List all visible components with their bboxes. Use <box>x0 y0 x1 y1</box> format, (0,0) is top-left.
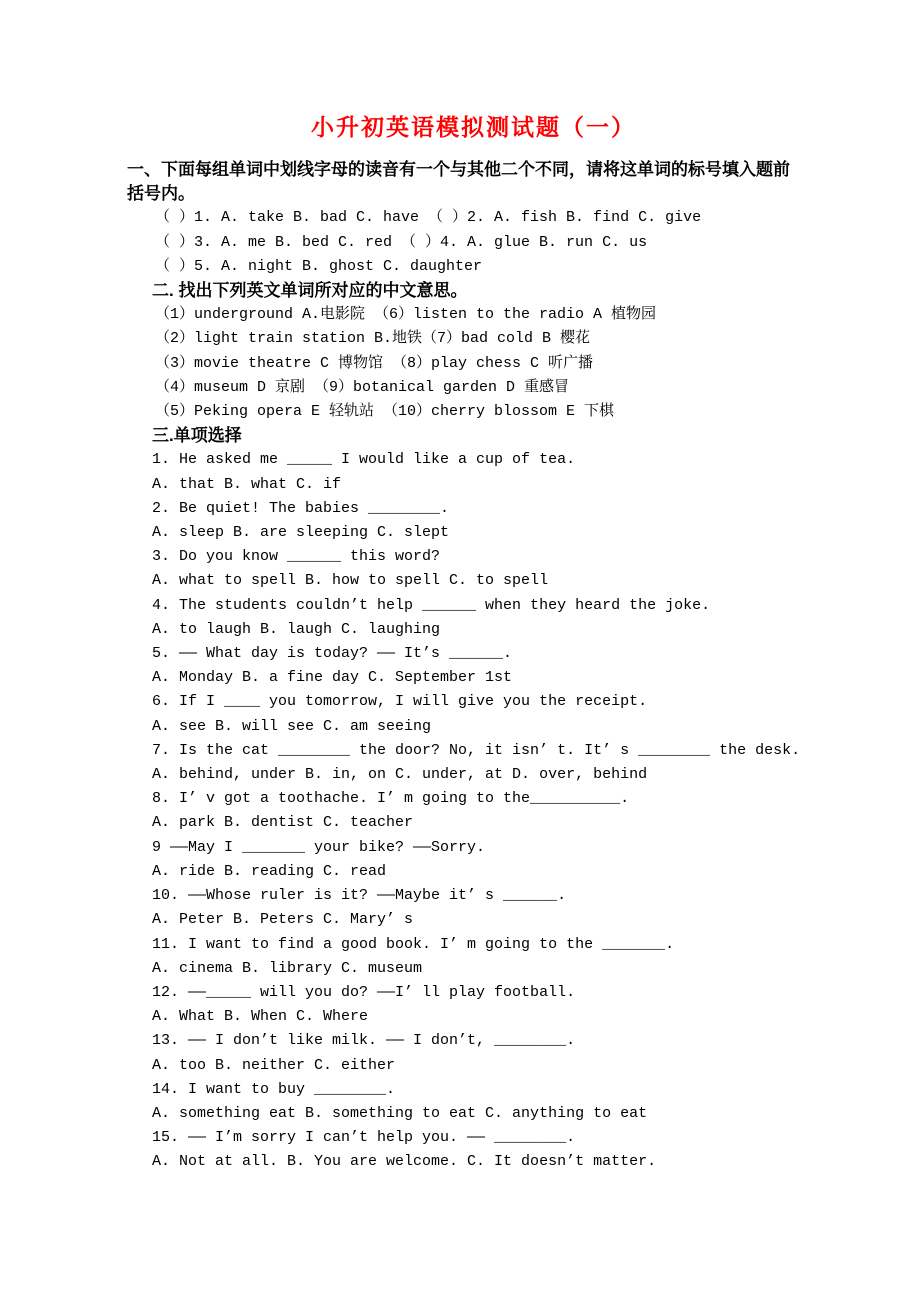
text-line: 11. I want to find a good book. I’ m going to the _______. <box>152 935 675 953</box>
text-line: 3. Do you know ______ this word? <box>152 548 441 566</box>
text-line: A. too B. neither C. either <box>152 1056 396 1074</box>
text-line: A. sleep B. are sleeping C. slept <box>152 524 450 542</box>
text-line: （2）light train station B.地铁（7）bad cold B 樱花 <box>155 330 591 348</box>
text-line: A. that B. what C. if <box>152 475 342 493</box>
text-line: 14. I want to buy ________. <box>152 1080 396 1098</box>
text-line: （3）movie theatre C 博物馆 （8）play chess C 听广播 <box>155 354 594 372</box>
text-line: A. Not at all. B. You are welcome. C. It doesn’t matter. <box>152 1153 657 1171</box>
text-line: A. something eat B. something to eat C. anything to eat <box>152 1104 648 1122</box>
text-line: A. what to spell B. how to spell C. to spell <box>152 572 549 590</box>
text-line: A. behind, under B. in, on C. under, at D. over, behind <box>152 766 648 784</box>
text-line: 12. ——_____ will you do? ——I’ ll play football. <box>152 983 576 1001</box>
text-line: 2. Be quiet! The babies ________. <box>152 499 450 517</box>
text-line: （ ）5. A. night B. ghost C. daughter <box>155 257 483 275</box>
text-line: A. cinema B. library C. museum <box>152 959 423 977</box>
text-line: A. Peter B. Peters C. Mary’ s <box>152 911 414 929</box>
section-heading: 三.单项选择 <box>152 426 242 446</box>
section-1-pronunciation <box>127 158 820 279</box>
text-line: A. park B. dentist C. teacher <box>152 814 414 832</box>
text-line: （4）museum D 京剧 （9）botanical garden D 重感冒 <box>155 378 570 396</box>
text-line: 1. He asked me _____ I would like a cup of tea. <box>152 451 576 469</box>
text-line: A. Monday B. a fine day C. September 1st <box>152 669 513 687</box>
text-line: 4. The students couldn’t help ______ when they heard the joke. <box>152 596 711 614</box>
text-line: （1）underground A.电影院 （6）listen to the radio A 植物园 <box>155 306 657 324</box>
text-line: 9 ——May I _______ your bike? ——Sorry. <box>152 838 486 856</box>
text-line: 5. —— What day is today? —— It’s ______. <box>152 645 513 663</box>
section-heading: 一、下面每组单词中划线字母的读音有一个与其他二个不同，请将这单词的标号填入题前括号内。 <box>127 160 790 204</box>
text-line: 10. ——Whose ruler is it? ——Maybe it’ s ______. <box>152 887 567 905</box>
text-line: （ ）3. A. me B. bed C. red （ ）4. A. glue B. run C. us <box>155 233 648 251</box>
text-line: 7. Is the cat ________ the door? No, it isn’ t. It’ s ________ the desk. <box>152 741 801 759</box>
text-line: A. ride B. reading C. read <box>152 862 387 880</box>
section-2-matching <box>127 279 820 424</box>
section-3-multiple-choice <box>127 424 820 1174</box>
section-heading: 二. 找出下列英文单词所对应的中文意思。 <box>152 281 468 301</box>
sections-container <box>127 158 820 1175</box>
text-line: 13. —— I don’t like milk. —— I don’t, ________. <box>152 1032 576 1050</box>
text-line: （5）Peking opera E 轻轨站 （10）cherry blossom E 下棋 <box>155 403 615 421</box>
text-line: 6. If I ____ you tomorrow, I will give you the receipt. <box>152 693 648 711</box>
text-line: A. What B. When C. Where <box>152 1008 369 1026</box>
text-line: 8. I’ v got a toothache. I’ m going to the__________. <box>152 790 630 808</box>
page-title: 小升初英语模拟测试题（一） <box>311 114 636 140</box>
text-line: A. to laugh B. laugh C. laughing <box>152 620 441 638</box>
text-line: A. see B. will see C. am seeing <box>152 717 432 735</box>
text-line: （ ）1. A. take B. bad C. have （ ）2. A. fish B. find C. give <box>155 209 702 227</box>
text-line: 15. —— I’m sorry I can’t help you. —— ________. <box>152 1129 576 1147</box>
